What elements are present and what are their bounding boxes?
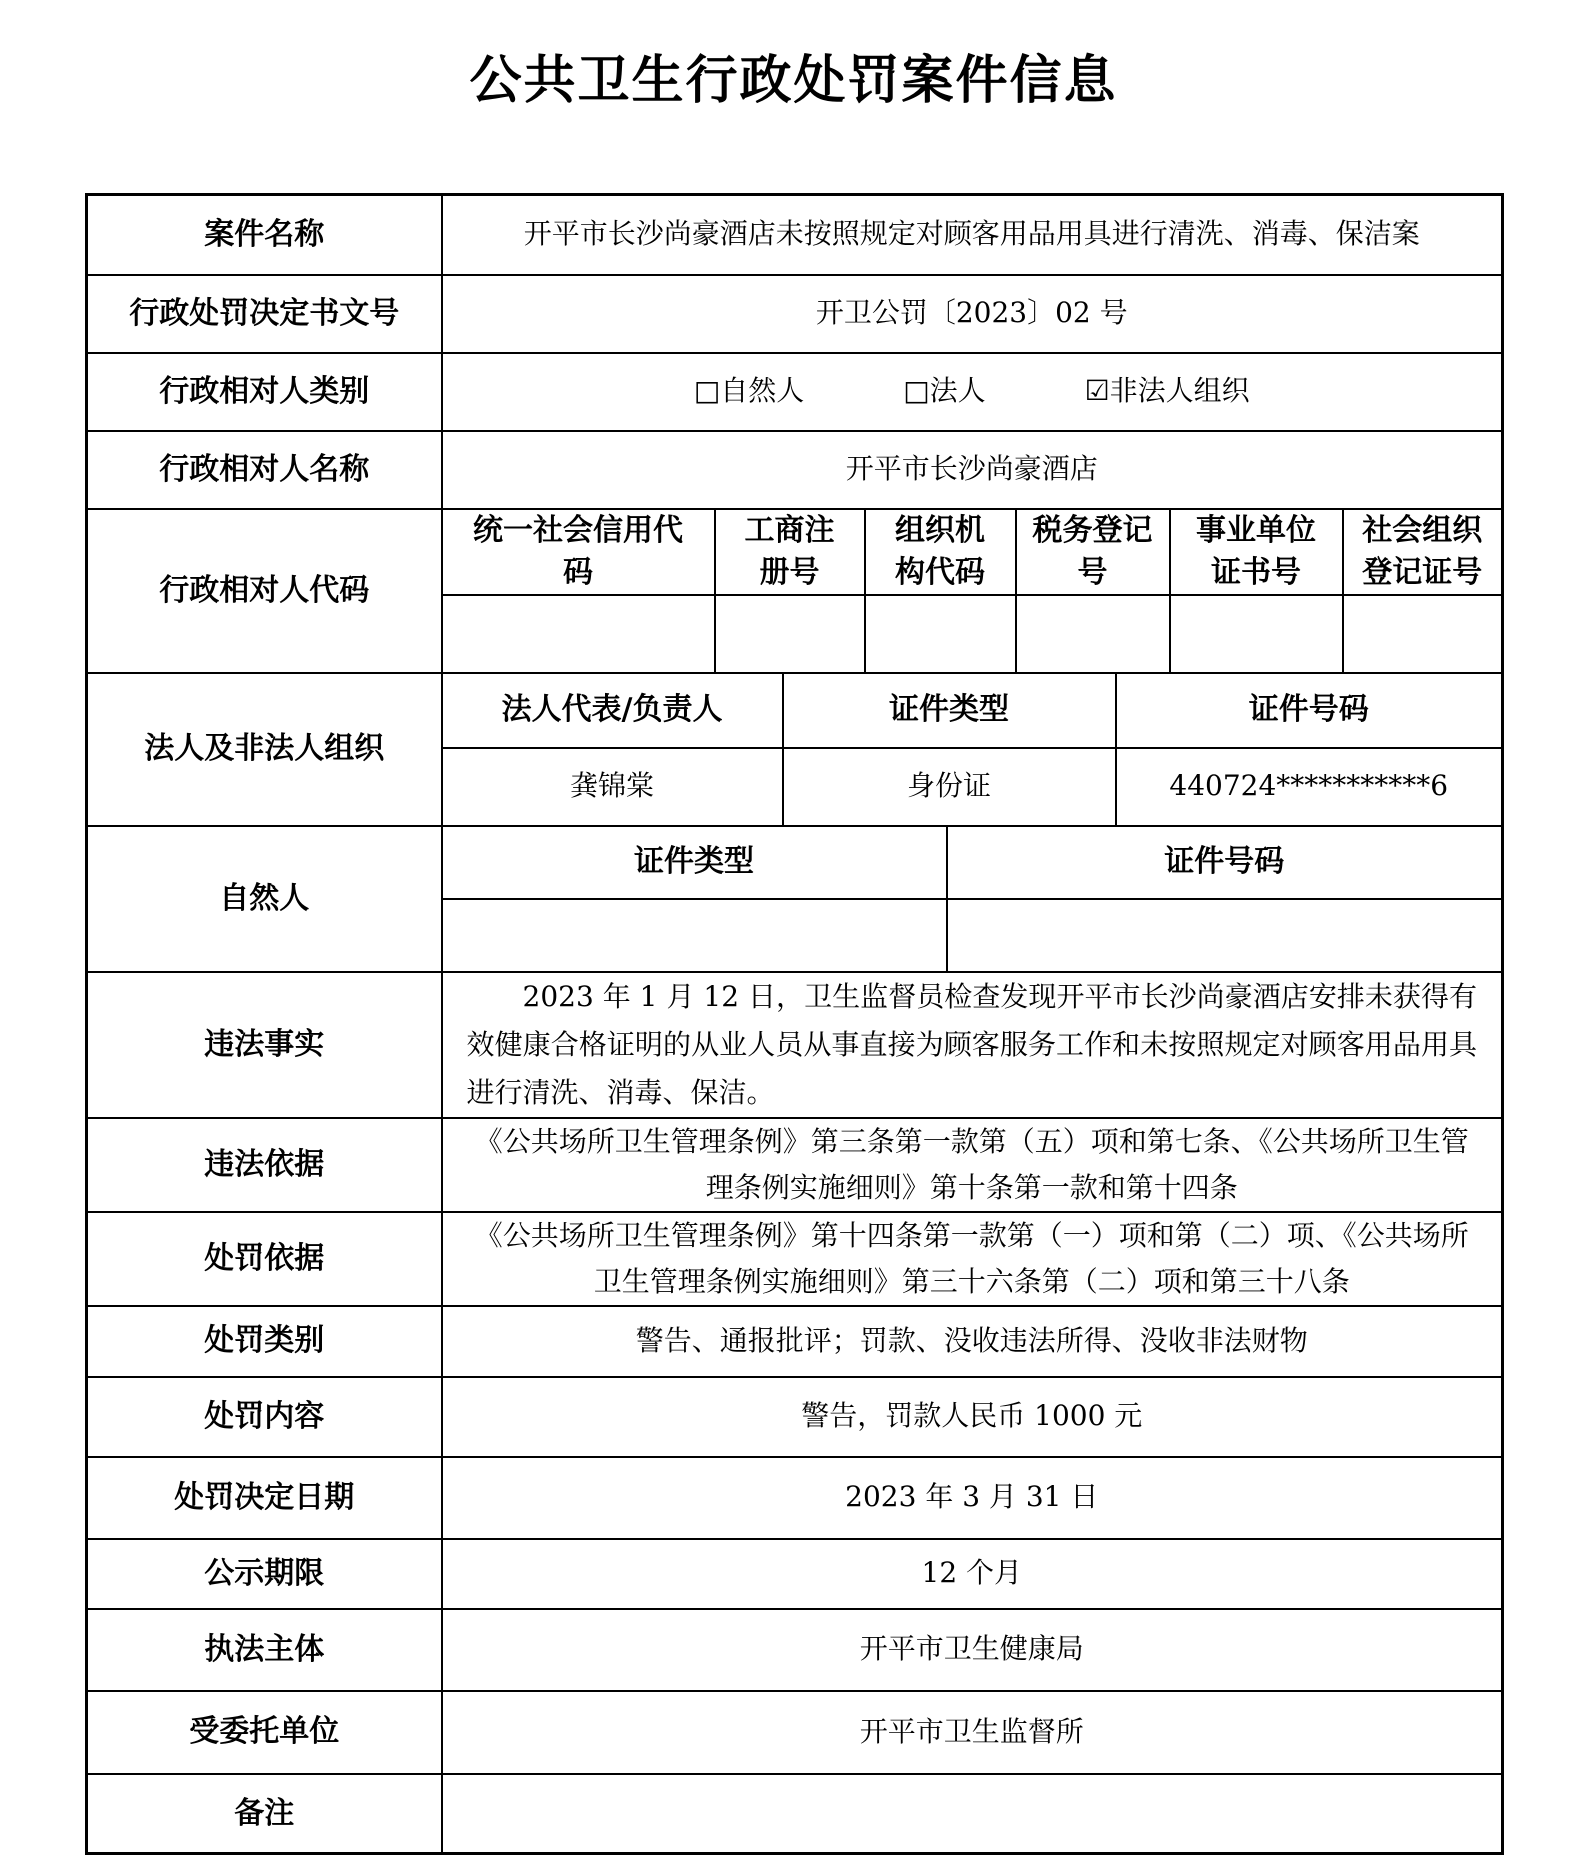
penalty-content-value: 警告，罚款人民币 1000 元	[442, 1377, 1503, 1457]
party-codes-value-credit-code	[442, 595, 715, 673]
row-label-entrusted-unit: 受委托单位	[87, 1691, 442, 1774]
legal-org-header-id-type: 证件类型	[783, 673, 1116, 748]
case-name-value: 开平市长沙尚豪酒店未按照规定对顾客用品用具进行清洗、消毒、保洁案	[442, 195, 1503, 275]
table-row	[87, 1539, 1503, 1609]
illegal-basis-value: 《公共场所卫生管理条例》第三条第一款第（五）项和第七条、《公共场所卫生管理条例实施细则》第十条第一款和第十四条	[442, 1118, 1503, 1212]
row-label-publicity-period: 公示期限	[87, 1539, 442, 1609]
row-label-party-codes: 行政相对人代码	[87, 509, 442, 673]
row-label-illegal-basis: 违法依据	[87, 1118, 442, 1212]
table-row	[87, 1118, 1503, 1212]
party-codes-value-social-org-cert-no	[1343, 595, 1503, 673]
row-label-legal-org: 法人及非法人组织	[87, 673, 442, 826]
party-codes-header-credit-code: 统一社会信用代码	[442, 509, 715, 595]
party-codes-header-institution-cert-no: 事业单位证书号	[1170, 509, 1343, 595]
table-row	[87, 972, 1503, 1118]
party-name-value: 开平市长沙尚豪酒店	[442, 431, 1503, 509]
row-label-case-name: 案件名称	[87, 195, 442, 275]
table-row	[87, 1306, 1503, 1377]
row-label-party-type: 行政相对人类别	[87, 353, 442, 431]
table-row	[87, 275, 1503, 353]
publicity-period-value: 12 个月	[442, 1539, 1503, 1609]
row-label-remarks: 备注	[87, 1774, 442, 1854]
party-codes-header-tax-reg-no: 税务登记号	[1016, 509, 1170, 595]
natural-person-value-id-number	[947, 899, 1503, 972]
checkbox-option-unincorporated-org: ☑非法人组织	[1084, 374, 1250, 408]
party-codes-value-tax-reg-no	[1016, 595, 1170, 673]
table-row	[87, 431, 1503, 509]
table-row	[87, 195, 1503, 275]
table-row	[87, 509, 1503, 595]
entrusted-unit-value: 开平市卫生监督所	[442, 1691, 1503, 1774]
table-row	[87, 1774, 1503, 1854]
row-label-doc-no: 行政处罚决定书文号	[87, 275, 442, 353]
table-row	[87, 826, 1503, 899]
legal-org-value-id-type: 身份证	[783, 748, 1116, 826]
legal-org-value-representative: 龚锦棠	[442, 748, 783, 826]
row-label-illegal-fact: 违法事实	[87, 972, 442, 1118]
legal-org-header-id-number: 证件号码	[1116, 673, 1503, 748]
table-row	[87, 1377, 1503, 1457]
doc-no-value: 开卫公罚〔2023〕02 号	[442, 275, 1503, 353]
remarks-value	[442, 1774, 1503, 1854]
table-row	[87, 353, 1503, 431]
table-row	[87, 1457, 1503, 1539]
row-label-penalty-basis: 处罚依据	[87, 1212, 442, 1306]
party-codes-header-org-code: 组织机构代码	[865, 509, 1016, 595]
row-label-penalty-date: 处罚决定日期	[87, 1457, 442, 1539]
party-codes-value-institution-cert-no	[1170, 595, 1343, 673]
natural-person-value-id-type	[442, 899, 947, 972]
penalty-date-value: 2023 年 3 月 31 日	[442, 1457, 1503, 1539]
legal-org-header-representative: 法人代表/负责人	[442, 673, 783, 748]
table-row	[87, 1691, 1503, 1774]
checkbox-option-natural-person: □自然人	[693, 374, 805, 408]
table-row	[87, 1212, 1503, 1306]
page-title: 公共卫生行政处罚案件信息	[469, 50, 1118, 111]
natural-person-header-id-number: 证件号码	[947, 826, 1503, 899]
penalty-type-value: 警告、通报批评；罚款、没收违法所得、没收非法财物	[442, 1306, 1503, 1377]
row-label-penalty-content: 处罚内容	[87, 1377, 442, 1457]
party-codes-value-org-code	[865, 595, 1016, 673]
row-label-enforcement-body: 执法主体	[87, 1609, 442, 1691]
enforcement-body-value: 开平市卫生健康局	[442, 1609, 1503, 1691]
party-type-options	[442, 353, 1503, 431]
party-codes-header-social-org-cert-no: 社会组织登记证号	[1343, 509, 1503, 595]
party-codes-header-business-reg-no: 工商注册号	[715, 509, 865, 595]
table-row	[87, 673, 1503, 748]
party-codes-value-business-reg-no	[715, 595, 865, 673]
illegal-fact-value: 2023 年 1 月 12 日，卫生监督员检查发现开平市长沙尚豪酒店安排未获得有效健康合格证明的从业人员从事直接为顾客服务工作和未按照规定对顾客用品用具进行清洗、消毒、保洁。	[442, 972, 1503, 1118]
natural-person-header-id-type: 证件类型	[442, 826, 947, 899]
penalty-basis-value: 《公共场所卫生管理条例》第十四条第一款第（一）项和第（二）项、《公共场所卫生管理条例实施细则》第三十六条第（二）项和第三十八条	[442, 1212, 1503, 1306]
case-info-table	[85, 193, 1504, 1855]
legal-org-value-id-number: 440724***********6	[1116, 748, 1503, 826]
row-label-party-name: 行政相对人名称	[87, 431, 442, 509]
checkbox-option-legal-person: □法人	[903, 374, 986, 408]
row-label-natural-person: 自然人	[87, 826, 442, 972]
table-row	[87, 1609, 1503, 1691]
row-label-penalty-type: 处罚类别	[87, 1306, 442, 1377]
